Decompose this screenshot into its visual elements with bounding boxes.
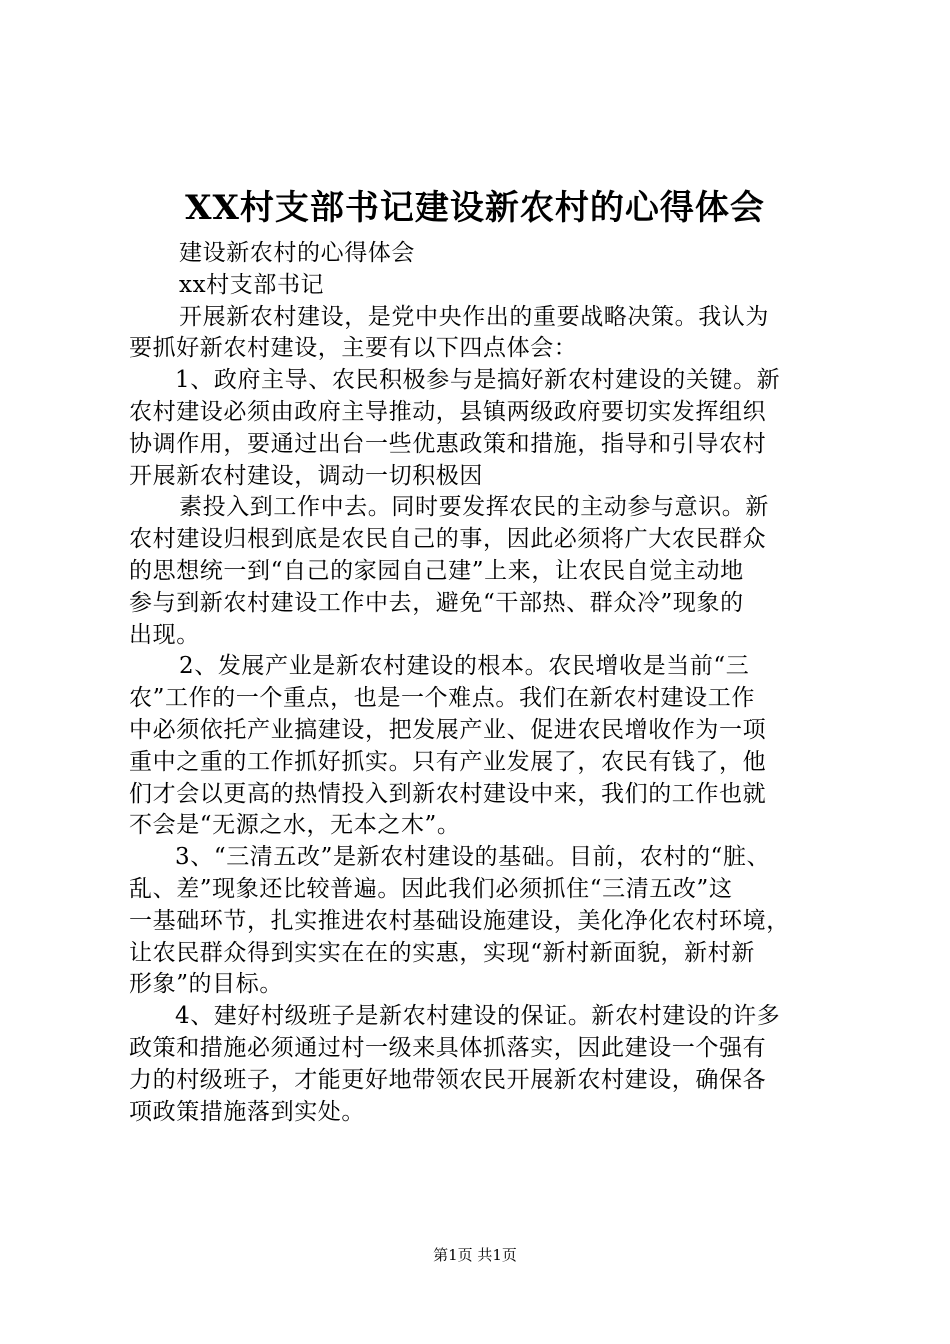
- body-line: 项政策措施落到实处。: [129, 1098, 365, 1125]
- subtitle-line: 建设新农村的心得体会: [179, 240, 415, 266]
- body-line: 农”工作的一个重点，也是一个难点。我们在新农村建设工作: [129, 685, 755, 712]
- page-footer: 第1页 共1页: [433, 1246, 517, 1264]
- body-line: 们才会以更高的热情投入到新农村建设中来，我们的工作也就: [129, 780, 767, 807]
- body-line: 让农民群众得到实实在在的实惠，实现“新村新面貌，新村新: [129, 939, 755, 966]
- body-line: 素投入到工作中去。同时要发挥农民的主动参与意识。新: [179, 494, 769, 521]
- body-line: 政策和措施必须通过村一级来具体抓落实，因此建设一个强有: [129, 1034, 767, 1061]
- body-line: 的思想统一到“自己的家园自己建”上来，让农民自觉主动地: [129, 557, 744, 584]
- author-line: xx村支部书记: [179, 271, 325, 298]
- body-line: 2、发展产业是新农村建设的根本。农民增收是当前“三: [179, 653, 750, 680]
- body-line: 出现。: [129, 621, 200, 648]
- body-line: 力的村级班子，才能更好地带领农民开展新农村建设，确保各: [129, 1066, 767, 1093]
- body-line: 参与到新农村建设工作中去，避免“干部热、群众冷”现象的: [129, 589, 744, 616]
- body-line: 开展新农村建设，调动一切积极因: [129, 462, 483, 489]
- body-line: 农村建设必须由政府主导推动，县镇两级政府要切实发挥组织: [129, 398, 767, 425]
- body-line: 形象”的目标。: [129, 971, 283, 998]
- body-line: 开展新农村建设，是党中央作出的重要战略决策。我认为: [179, 303, 769, 330]
- body-line: 4、建好村级班子是新农村建设的保证。新农村建设的许多: [175, 1003, 781, 1030]
- body-line: 一基础环节，扎实推进农村基础设施建设，美化净化农村环境，: [129, 907, 790, 934]
- body-line: 要抓好新农村建设，主要有以下四点体会：: [129, 335, 578, 362]
- body-line: 中必须依托产业搞建设，把发展产业、促进农民增收作为一项: [129, 716, 767, 743]
- body-line: 3、“三清五改”是新农村建设的基础。目前，农村的“脏、: [175, 844, 771, 871]
- body-line: 1、政府主导、农民积极参与是搞好新农村建设的关键。新: [175, 367, 781, 394]
- document-title: XX村支部书记建设新农村的心得体会: [185, 188, 765, 228]
- body-line: 乱、差”现象还比较普遍。因此我们必须抓住“三清五改”这: [129, 875, 733, 902]
- body-line: 不会是“无源之水，无本之木”。: [129, 812, 461, 839]
- body-line: 农村建设归根到底是农民自己的事，因此必须将广大农民群众: [129, 526, 767, 553]
- body-line: 重中之重的工作抓好抓实。只有产业发展了，农民有钱了，他: [129, 748, 767, 775]
- document-body: [129, 238, 829, 1128]
- body-line: 协调作用，要通过出台一些优惠政策和措施，指导和引导农村: [129, 430, 767, 457]
